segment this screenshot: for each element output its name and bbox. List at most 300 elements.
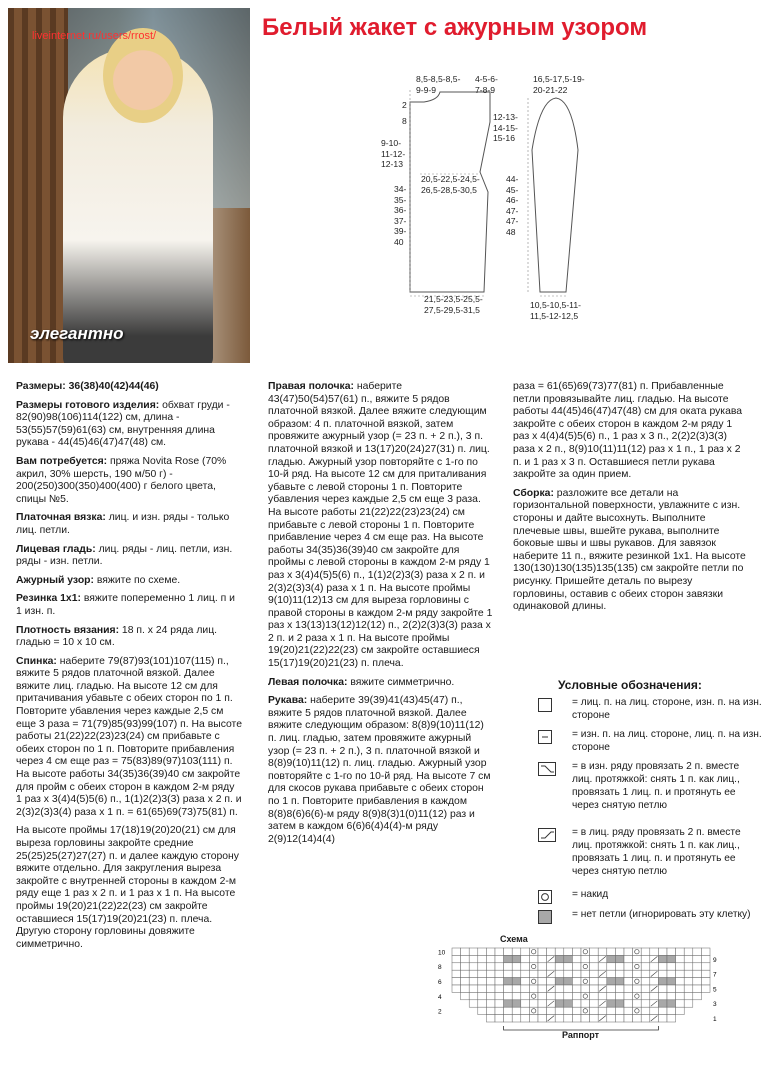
photo-caption: элегантно	[30, 324, 124, 343]
chart-cell	[555, 1007, 564, 1014]
paragraph: Ажурный узор: вяжите по схеме.	[16, 574, 181, 586]
chart-cell	[607, 1000, 616, 1007]
chart-cell	[701, 978, 710, 985]
label-front-neck: 4-5-6- 7-8-9	[475, 74, 498, 95]
chart-cell	[486, 970, 495, 977]
chart-cell	[529, 970, 538, 977]
chart-cell	[658, 985, 667, 992]
chart-cell	[512, 963, 521, 970]
chart-cell	[693, 963, 702, 970]
chart-cell	[667, 963, 676, 970]
chart-cell	[512, 978, 521, 985]
chart-cell	[521, 955, 530, 962]
chart-cell	[615, 955, 624, 962]
chart-cell	[486, 948, 495, 955]
chart-cell	[512, 948, 521, 955]
page-title: Белый жакет с ажурным узором	[262, 14, 648, 41]
chart-cell	[633, 992, 642, 999]
chart-row-number: 7	[713, 971, 717, 979]
chart-cell	[624, 948, 633, 955]
chart-cell	[564, 1000, 573, 1007]
chart-row-number: 2	[438, 1008, 442, 1016]
decrease-right-icon	[538, 828, 556, 842]
chart-cell	[641, 955, 650, 962]
chart-cell	[581, 963, 590, 970]
yarnover-icon	[538, 890, 552, 904]
chart-cell	[641, 985, 650, 992]
chart-cell	[555, 955, 564, 962]
chart-cell	[667, 948, 676, 955]
label-left-8: 8	[402, 116, 407, 126]
chart-cell	[461, 978, 470, 985]
chart-cell	[590, 1015, 599, 1022]
chart-cell	[590, 948, 599, 955]
chart-cell	[538, 1007, 547, 1014]
chart-cell	[624, 963, 633, 970]
chart-cell	[684, 948, 693, 955]
chart-cell	[701, 955, 710, 962]
chart-cell	[658, 963, 667, 970]
paragraph: Плотность вязания: 18 п. х 24 ряда лиц. гладью = 10 х 10 см.	[16, 624, 218, 649]
chart-cell	[693, 985, 702, 992]
chart-cell	[478, 985, 487, 992]
chart-cell	[564, 963, 573, 970]
chart-cell	[581, 1015, 590, 1022]
text-column-1	[16, 381, 242, 957]
chart-cell	[590, 963, 599, 970]
chart-cell	[624, 992, 633, 999]
chart-cell	[521, 948, 530, 955]
sleeve-outline	[532, 98, 578, 292]
chart-cell	[598, 978, 607, 985]
chart-cell	[478, 955, 487, 962]
chart-cell	[624, 978, 633, 985]
chart-cell	[529, 978, 538, 985]
chart-cell	[572, 963, 581, 970]
chart-cell	[641, 963, 650, 970]
chart-cell	[478, 970, 487, 977]
chart-cell	[658, 955, 667, 962]
chart-cell	[607, 948, 616, 955]
chart-cell	[547, 963, 556, 970]
knitting-chart	[436, 944, 726, 1034]
chart-cell	[650, 992, 659, 999]
chart-cell	[452, 970, 461, 977]
chart-cell	[538, 992, 547, 999]
chart-cell	[590, 1000, 599, 1007]
chart-row-number: 10	[438, 949, 446, 957]
chart-cell	[547, 948, 556, 955]
purl-symbol-icon	[538, 730, 552, 744]
chart-cell	[607, 963, 616, 970]
paragraph: Спинка: наберите 79(87)93(101)107(115) п., вяжите 5 рядов платочной вязкой. Далее вяжите лиц. гладью. На высоте 12 см для притачивания убавьте с обеих сторон по 1 п. Повторите убавления через каждые 2,5 см еще 3 раза = 71(79)85(93)99(107) п. На высоте работы 21(22)22(23)23(24) см прибавьте с обеих сторон по 1 п. Повторите прибавления через 4 см еще раз = 75(83)89(97)103(111) п. На высоте работы 34(35)36(39)40 см закройте для пройм с обеих сторон в каждом 2-м ряду 1 раз х 3(4)4(5)5(6) п., 1(1)2(2)3(3) раза х 2 п. и 2(3)2(3)3(4) раза х 1 п. = 61(65)69(73)75(81) п.	[16, 655, 242, 818]
chart-cell	[667, 992, 676, 999]
chart-cell	[504, 948, 513, 955]
chart-cell	[615, 992, 624, 999]
chart-cell	[633, 1000, 642, 1007]
chart-cell	[564, 1015, 573, 1022]
chart-cell	[607, 1015, 616, 1022]
text-column-3	[513, 381, 748, 620]
chart-cell	[538, 978, 547, 985]
chart-cell	[667, 1007, 676, 1014]
chart-row-number: 3	[713, 1001, 717, 1009]
chart-cell	[555, 1015, 564, 1022]
paragraph: Правая полочка: наберите 43(47)50(54)57(61) п., вяжите 5 рядов платочной вязкой. Далее вяжите следующим образом: 4 п. платочной вязкой, затем провяжите ажурный узор (= 23 п. + 2 п.), 3 п. платочной вязкой и 13(17)20(24)27(31) п. лиц. гладью. Ажурный узор повторяйте с 1-го по 10-й ряд. На высоте 12 см для приталивания убавьте с левой стороны 1 п. Повторите убавления через каждые 2,5 см еще 3 раза. На высоте работы 21(22)22(23)23(24) см прибавьте с левой стороны 1 п. Повторите прибавление через 4 см еще раз. На высоте работы 34(35)36(39)40 см закройте для проймы с левой стороны в каждом 2-м ряду 1 раз х 3(4)4(5)5(6) п., 1(1)2(2)3(3) раза х 2 п. и 2(3)2(3)3(4) раза х 1 п. На высоте проймы 9(10)11(12)13 см для выреза горловины с правой стороны в каждом 2-м ряду закройте 1 раз х 13(13)13(12)12(12) п., 2(2)2(3)3(3) раза х 2 п. и 2 раза х 1 п. На высоте проймы 19(20)21(22)22(23) см закройте оставшиеся 15(17)19(20)21(23) п. плеча.	[268, 381, 493, 670]
chart-cell	[461, 948, 470, 955]
chart-cell	[555, 963, 564, 970]
chart-cell	[452, 955, 461, 962]
chart-cell	[495, 1015, 504, 1022]
chart-cell	[624, 1000, 633, 1007]
chart-cell	[650, 948, 659, 955]
label-sleeve-cap: 12-13- 14-15- 15-16	[493, 112, 518, 144]
paragraph: Лицевая гладь: лиц. ряды - лиц. петли, изн. ряды - изн. петли.	[16, 543, 233, 568]
chart-cell	[572, 985, 581, 992]
chart-cell	[633, 948, 642, 955]
chart-cell	[693, 955, 702, 962]
chart-cell	[633, 955, 642, 962]
chart-cell	[521, 1015, 530, 1022]
chart-cell	[486, 963, 495, 970]
chart-cell	[478, 948, 487, 955]
chart-cell	[469, 978, 478, 985]
chart-cell	[529, 963, 538, 970]
chart-cell	[504, 992, 513, 999]
legend-title: Условные обозначения:	[558, 678, 702, 692]
chart-cell	[564, 1007, 573, 1014]
chart-cell	[676, 978, 685, 985]
chart-cell	[693, 970, 702, 977]
chart-cell	[529, 955, 538, 962]
chart-cell	[572, 992, 581, 999]
chart-cell	[486, 1015, 495, 1022]
chart-cell	[461, 985, 470, 992]
chart-cell	[607, 1007, 616, 1014]
chart-cell	[607, 970, 616, 977]
chart-cell	[461, 955, 470, 962]
chart-cell	[478, 992, 487, 999]
chart-cell	[598, 963, 607, 970]
chart-cell	[538, 948, 547, 955]
chart-cell	[598, 948, 607, 955]
chart-cell	[452, 963, 461, 970]
chart-cell	[615, 948, 624, 955]
label-left-armhole: 9-10- 11-12- 12-13	[381, 138, 406, 170]
chart-cell	[676, 1000, 685, 1007]
chart-cell	[590, 978, 599, 985]
chart-cell	[564, 948, 573, 955]
label-front-width-mid: 20,5-22,5-24,5- 26,5-28,5-30,5	[421, 174, 480, 195]
chart-cell	[572, 1007, 581, 1014]
paragraph: Размеры: 36(38)40(42)44(46)	[16, 381, 159, 392]
chart-cell	[486, 1007, 495, 1014]
chart-cell	[598, 992, 607, 999]
chart-cell	[684, 992, 693, 999]
chart-cell	[555, 985, 564, 992]
label-left-side: 34- 35- 36- 37- 39- 40	[394, 184, 407, 247]
chart-cell	[676, 948, 685, 955]
chart-cell	[701, 970, 710, 977]
chart-cell	[684, 955, 693, 962]
chart-cell	[581, 985, 590, 992]
chart-cell	[624, 970, 633, 977]
chart-cell	[504, 1007, 513, 1014]
chart-cell	[650, 978, 659, 985]
chart-cell	[469, 955, 478, 962]
chart-cell	[564, 992, 573, 999]
chart-cell	[590, 1007, 599, 1014]
chart-cell	[572, 1000, 581, 1007]
chart-cell	[658, 970, 667, 977]
chart-cell	[529, 985, 538, 992]
chart-cell	[590, 955, 599, 962]
chart-cell	[469, 1000, 478, 1007]
chart-cell	[504, 955, 513, 962]
chart-cell	[486, 985, 495, 992]
chart-cell	[693, 978, 702, 985]
chart-cell	[512, 992, 521, 999]
chart-cell	[633, 970, 642, 977]
chart-cell	[667, 955, 676, 962]
chart-cell	[469, 963, 478, 970]
chart-cell	[581, 992, 590, 999]
chart-cell	[572, 948, 581, 955]
chart-cell	[676, 970, 685, 977]
chart-cell	[512, 1007, 521, 1014]
chart-cell	[564, 985, 573, 992]
paragraph: Резинка 1x1: вяжите попеременно 1 лиц. п и 1 изн. п.	[16, 593, 235, 617]
chart-cell	[572, 978, 581, 985]
chart-cell	[555, 978, 564, 985]
chart-cell	[461, 963, 470, 970]
chart-cell	[693, 992, 702, 999]
chart-cell	[581, 1000, 590, 1007]
chart-cell	[486, 978, 495, 985]
chart-cell	[701, 948, 710, 955]
chart-cell	[590, 985, 599, 992]
chart-cell	[555, 992, 564, 999]
chart-cell	[478, 978, 487, 985]
chart-cell	[495, 1000, 504, 1007]
chart-cell	[607, 985, 616, 992]
chart-cell	[615, 1007, 624, 1014]
chart-cell	[512, 1015, 521, 1022]
chart-cell	[538, 985, 547, 992]
chart-cell	[624, 955, 633, 962]
chart-cell	[504, 985, 513, 992]
chart-cell	[658, 1000, 667, 1007]
chart-cell	[701, 985, 710, 992]
chart-cell	[641, 970, 650, 977]
chart-cell	[658, 1007, 667, 1014]
chart-cell	[495, 992, 504, 999]
paragraph: Размеры готового изделия: обхват груди - 82(90)98(106)114(122) см, длина - 53(55)57(59)61(63) см, внутренняя длина рукава - 44(45)46(47)47(48) см.	[16, 399, 230, 449]
chart-cell	[676, 1007, 685, 1014]
chart-cell	[521, 1007, 530, 1014]
chart-cell	[538, 1015, 547, 1022]
chart-cell	[624, 1015, 633, 1022]
chart-cell	[667, 978, 676, 985]
chart-cell	[521, 1000, 530, 1007]
chart-cell	[676, 963, 685, 970]
chart-cell	[581, 948, 590, 955]
chart-cell	[521, 992, 530, 999]
chart-cell	[538, 955, 547, 962]
chart-cell	[469, 948, 478, 955]
chart-cell	[469, 992, 478, 999]
chart-cell	[676, 985, 685, 992]
chart-cell	[581, 1007, 590, 1014]
chart-row-number: 8	[438, 964, 442, 972]
chart-cell	[452, 978, 461, 985]
chart-cell	[641, 992, 650, 999]
paragraph: Рукава: наберите 39(39)41(43)45(47) п., вяжите 5 рядов платочной вязкой. Далее вяжите следующим образом: 8(8)9(10)11(12) п. лиц. гладью, затем провяжите ажурный узор (= 23 п. + 2 п.), 3 п. платочной вязкой и 8(8)9(10)11(12) п. лиц. гладью. Ажурный узор повторяйте с 1-го по 10-й ряд. На высоте 7 см для скосов рукава прибавьте с обеих сторон по 1 п. Повторите прибавления в каждом 8(8)8(6)6(6)-м ряду 8(9)8(3)1(0)11(12) раз и затем в каждом 6(6)6(4)4(4)-м ряду 2(9)12(14)4(4)	[268, 695, 491, 845]
chart-cell	[504, 1000, 513, 1007]
chart-cell	[572, 1015, 581, 1022]
photo-model-head	[103, 28, 183, 123]
text-column-2	[268, 381, 493, 852]
schema-title: Схема	[500, 934, 528, 944]
paragraph: Сборка: разложите все детали на горизонтальной поверхности, увлажните с изн. стороны и дайте высохнуть. Выполните плечевые швы, вшейте рукава, выполните боковые швы и швы рукавов. Для завязок наберите 11 п., вяжите резинкой 1х1. На высоте 130(130)130(135)135(135) см закройте петли по рисунку. Пришейте деталь по вырезу горловины, оставив с обеих сторон завязки одинаковой длины.	[513, 487, 746, 613]
chart-cell	[624, 1007, 633, 1014]
chart-cell	[667, 1015, 676, 1022]
model-photo	[8, 8, 250, 363]
chart-cell	[495, 978, 504, 985]
chart-cell	[684, 963, 693, 970]
paragraph: Платочная вязка: лиц. и изн. ряды - только лиц. петли.	[16, 512, 230, 536]
chart-cell	[564, 955, 573, 962]
chart-cell	[658, 948, 667, 955]
chart-cell	[486, 955, 495, 962]
chart-row-number: 6	[438, 979, 442, 986]
chart-cell	[469, 970, 478, 977]
chart-cell	[512, 970, 521, 977]
paragraph: Левая полочка: вяжите симметрично.	[268, 676, 455, 688]
chart-cell	[641, 1007, 650, 1014]
chart-row-number: 9	[713, 956, 717, 964]
chart-cell	[478, 1007, 487, 1014]
chart-cell	[650, 1007, 659, 1014]
chart-cell	[521, 978, 530, 985]
chart-cell	[667, 985, 676, 992]
rapport-label: Раппорт	[562, 1030, 600, 1040]
chart-cell	[461, 992, 470, 999]
chart-cell	[495, 985, 504, 992]
chart-cell	[529, 1007, 538, 1014]
paragraph: Вам потребуется: пряжа Novita Rose (70% акрил, 30% шерсть, 190 м/50 г) - 200(250)300(350)400(400) г белого цвета, спицы №5.	[16, 455, 227, 505]
chart-cell	[633, 985, 642, 992]
chart-cell	[486, 1000, 495, 1007]
chart-cell	[615, 1000, 624, 1007]
chart-cell	[572, 970, 581, 977]
chart-cell	[641, 1015, 650, 1022]
chart-cell	[615, 1015, 624, 1022]
chart-cell	[633, 963, 642, 970]
label-sleeve-bottom: 10,5-10,5-11- 11,5-12-12,5	[530, 300, 581, 321]
chart-cell	[633, 978, 642, 985]
chart-cell	[461, 970, 470, 977]
chart-cell	[512, 985, 521, 992]
chart-cell	[555, 948, 564, 955]
chart-cell	[658, 992, 667, 999]
label-left-2: 2	[402, 100, 407, 110]
chart-cell	[607, 955, 616, 962]
label-sleeve-length: 44- 45- 46- 47- 47- 48	[506, 174, 519, 237]
chart-cell	[478, 963, 487, 970]
source-url[interactable]: liveinternet.ru/users/rrost/	[32, 30, 157, 42]
paragraph: раза = 61(65)69(73)77(81) п. Прибавленные петли провязывайте лиц. гладью. На высоте работы 44(45)46(47)47(48) см для оката рукава закройте с обеих сторон в каждом 2-м ряду 1 раз х 4(4)4(5)5(6) п., 1 раз х 3 п., 2(2)2(3)3(3) раза х 2 п., 8(9)10(11)11(12) раз х 1 п., 1 раз х 2 п. и 1 раз х 3 п. Оставшиеся петли рукава закройте за один прием.	[513, 381, 743, 481]
chart-cell	[521, 985, 530, 992]
chart-cell	[547, 978, 556, 985]
chart-cell	[684, 1000, 693, 1007]
chart-cell	[512, 1000, 521, 1007]
chart-cell	[667, 1000, 676, 1007]
chart-cell	[667, 970, 676, 977]
chart-cell	[495, 970, 504, 977]
chart-cell	[624, 985, 633, 992]
chart-cell	[701, 963, 710, 970]
chart-cell	[641, 948, 650, 955]
chart-cell	[658, 1015, 667, 1022]
chart-cell	[495, 948, 504, 955]
chart-cell	[452, 985, 461, 992]
chart-cell	[633, 1015, 642, 1022]
chart-cell	[504, 970, 513, 977]
chart-cell	[607, 992, 616, 999]
chart-cell	[564, 978, 573, 985]
chart-row-number: 5	[713, 986, 717, 994]
chart-cell	[684, 978, 693, 985]
chart-cell	[478, 1000, 487, 1007]
chart-cell	[615, 978, 624, 985]
chart-cell	[538, 970, 547, 977]
chart-cell	[512, 955, 521, 962]
chart-cell	[615, 985, 624, 992]
chart-cell	[590, 970, 599, 977]
knit-symbol-icon	[538, 698, 552, 712]
chart-cell	[529, 1015, 538, 1022]
chart-cell	[684, 970, 693, 977]
chart-cell	[495, 1007, 504, 1014]
decrease-left-icon	[538, 762, 556, 776]
no-stitch-icon	[538, 910, 552, 924]
chart-cell	[495, 963, 504, 970]
chart-cell	[452, 948, 461, 955]
chart-cell	[581, 978, 590, 985]
chart-cell	[529, 948, 538, 955]
label-sleeve-top: 16,5-17,5-19- 20-21-22	[533, 74, 585, 95]
chart-cell	[547, 1007, 556, 1014]
photo-door	[8, 8, 68, 363]
label-front-shoulder: 8,5-8,5-8,5- 9-9-9	[416, 74, 461, 95]
chart-cell	[495, 955, 504, 962]
chart-cell	[504, 1015, 513, 1022]
label-front-bottom: 21,5-23,5-25,5- 27,5-29,5-31,5	[424, 294, 483, 315]
chart-cell	[615, 963, 624, 970]
chart-cell	[469, 985, 478, 992]
chart-row-number: 4	[438, 993, 442, 1001]
chart-cell	[684, 985, 693, 992]
chart-cell	[572, 955, 581, 962]
chart-cell	[615, 970, 624, 977]
chart-cell	[564, 970, 573, 977]
paragraph: На высоте проймы 17(18)19(20)20(21) см для выреза горловины закройте средние 25(25)25(27)27(27) п. и далее каждую сторону вяжите отдельно. Для закругления выреза закройте с внутренней стороны в каждом 2-м ряду еще 1 раз х 2 п. и 1 раз х 1 п. На высоте проймы 19(20)21(22)22(23) см закройте оставшиеся 15(17)19(20)21(23) п. плеча. Другую сторону горловины довяжите симметрично.	[16, 825, 239, 950]
chart-cell	[504, 978, 513, 985]
chart-cell	[529, 992, 538, 999]
chart-cell	[676, 992, 685, 999]
chart-cell	[521, 970, 530, 977]
